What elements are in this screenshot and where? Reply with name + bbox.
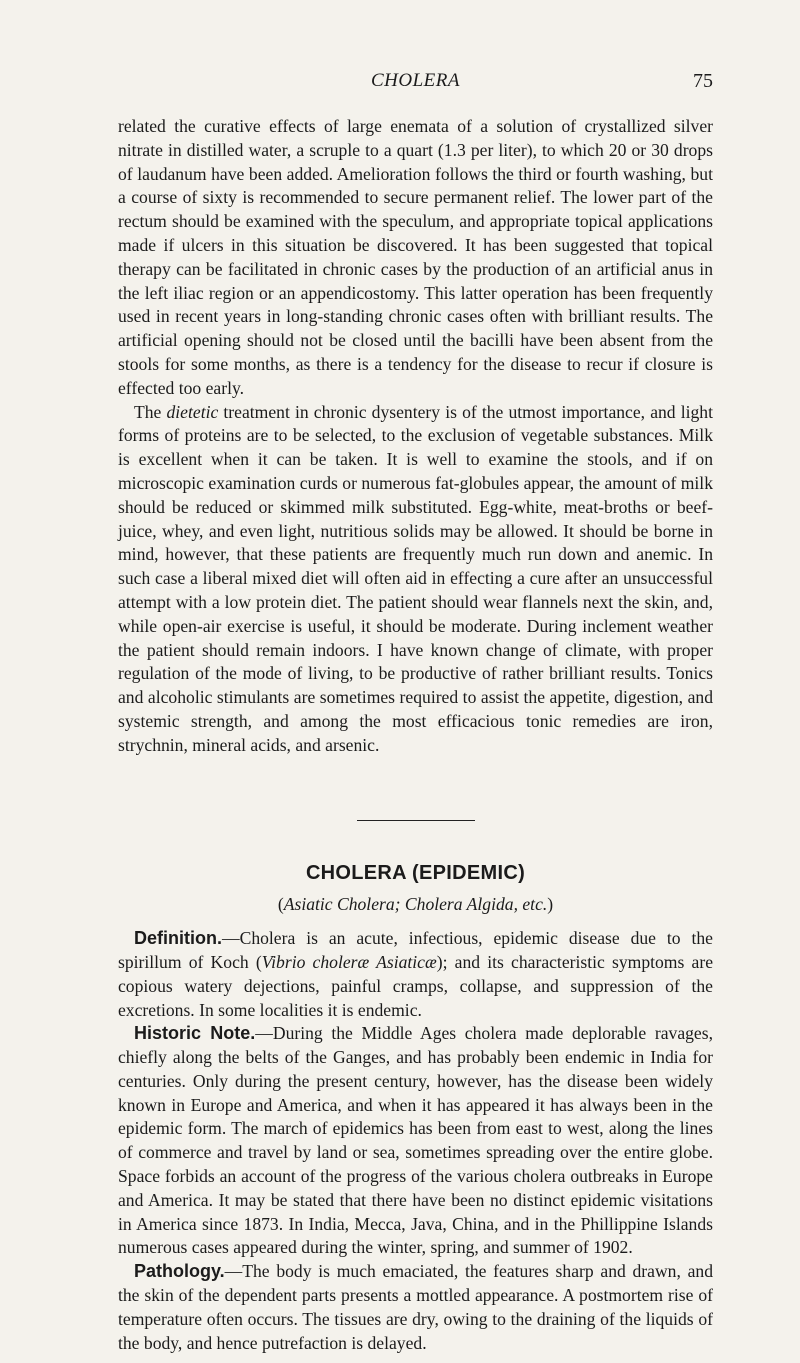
running-title: CHOLERA <box>371 70 460 91</box>
page-body <box>118 115 713 1355</box>
dietetic-emphasis: dietetic <box>166 401 219 422</box>
subtitle-close-paren: ) <box>547 894 554 915</box>
definition-species: Vibrio choleræ Asiaticæ <box>261 951 437 972</box>
pathology-text: —The body is much emaciated, the features sharp and drawn, and the skin of the dependent parts presents a mottled appearance. A postmortem rise of temperature often occurs. The tissues are dry, owing to the draining of the liquids of the body, and hence putrefaction is delayed. <box>118 1261 713 1353</box>
definition-heading: Definition. <box>134 928 222 949</box>
running-head <box>118 70 713 98</box>
dietetic-lead: The <box>134 401 167 422</box>
pathology-heading: Pathology. <box>134 1261 225 1282</box>
definition-text-b: ); and its characteristic symptoms are copious watery dejections, painful cramps, collapse, and suppression of the excretions. In some localities it is endemic. <box>118 951 713 1020</box>
section-title: CHOLERA (EPIDEMIC) <box>305 861 526 884</box>
subtitle-open-paren: ( <box>277 894 284 915</box>
dietetic-text: treatment in chronic dysentery is of the utmost importance, and light forms of proteins are to be selected, to the exclusion of vegetable substances. Milk is excellent when it can be taken. It is well to examine the stools, and if on microscopic examination curds or numerous fat-globules appear, the amount of milk should be reduced or skimmed milk substituted. Egg-white, meat-broths or beef-juice, whey, and even light, nutritious solids may be allowed. It should be borne in mind, however, that these patients are frequently much run down and anemic. In such case a liberal mixed diet will often aid in effecting a cure after an unsuccessful attempt with a low protein diet. The patient should wear flannels next the skin, and, while open-air exercise is useful, it should be moderate. During inclement weather the patient should remain indoors. I have known change of climate, with proper regulation of the mode of living, to be productive of rather brilliant results. Tonics and alcoholic stimulants are sometimes required to assist the appetite, digestion, and systemic strength, and among the most efficacious tonic remedies are iron, strychnin, mineral acids, and arsenic. <box>118 401 713 755</box>
historic-text: —During the Middle Ages cholera made deplorable ravages, chiefly along the belts of the Ganges, and has probably been endemic in India for centuries. Only during the present century, however, has the disease been widely known in Europe and America, and when it has appeared it has always been in the epidemic form. The march of epidemics has been from east to west, along the lines of commerce and travel by land or sea, sometimes spreading over the entire globe. Space forbids an account of the progress of the various cholera outbreaks in Europe and America. It may be stated that there have been no distinct epidemic visitations in America since 1873. In India, Mecca, Java, China, and in the Phillippine Islands numerous cases appeared during the winter, spring, and summer of 1902. <box>118 1023 713 1258</box>
historic-heading: Historic Note. <box>134 1023 256 1044</box>
paragraph-pathology <box>118 1260 713 1355</box>
paragraph-enemata: related the curative effects of large enemata of a solution of crystallized silver nitrate in distilled water, a scruple to a quart (1.3 per liter), to which 20 or 30 drops of laudanum have been added. Amelioration follows the third or fourth washing, but a course of sixty is recommended to secure permanent relief. The lower part of the rectum should be examined with the speculum, and appropriate topical applications made if ulcers in this situation be discovered. It has been suggested that topical therapy can be facilitated in chronic cases by the production of an artificial anus in the left iliac region or an appendicostomy. This latter operation has been frequently used in recent years in long-standing chronic cases often with brilliant results. The artificial opening should not be closed until the bacilli have been absent from the stools for some months, as there is a tendency for the disease to recur if closure is effected too early. <box>118 116 713 398</box>
paragraph-historic-note <box>118 1022 713 1260</box>
section-subtitle <box>118 893 713 917</box>
subtitle-synonyms: Asiatic Cholera; Cholera Algida, etc. <box>283 894 548 915</box>
paragraph-definition <box>118 927 713 1022</box>
definition-text-a: —Cholera is an acute, infectious, epidemic disease due to the spirillum of Koch ( <box>118 928 713 972</box>
section-divider <box>357 820 475 821</box>
paragraph-dietetic <box>118 401 713 758</box>
page-number: 75 <box>693 70 713 92</box>
